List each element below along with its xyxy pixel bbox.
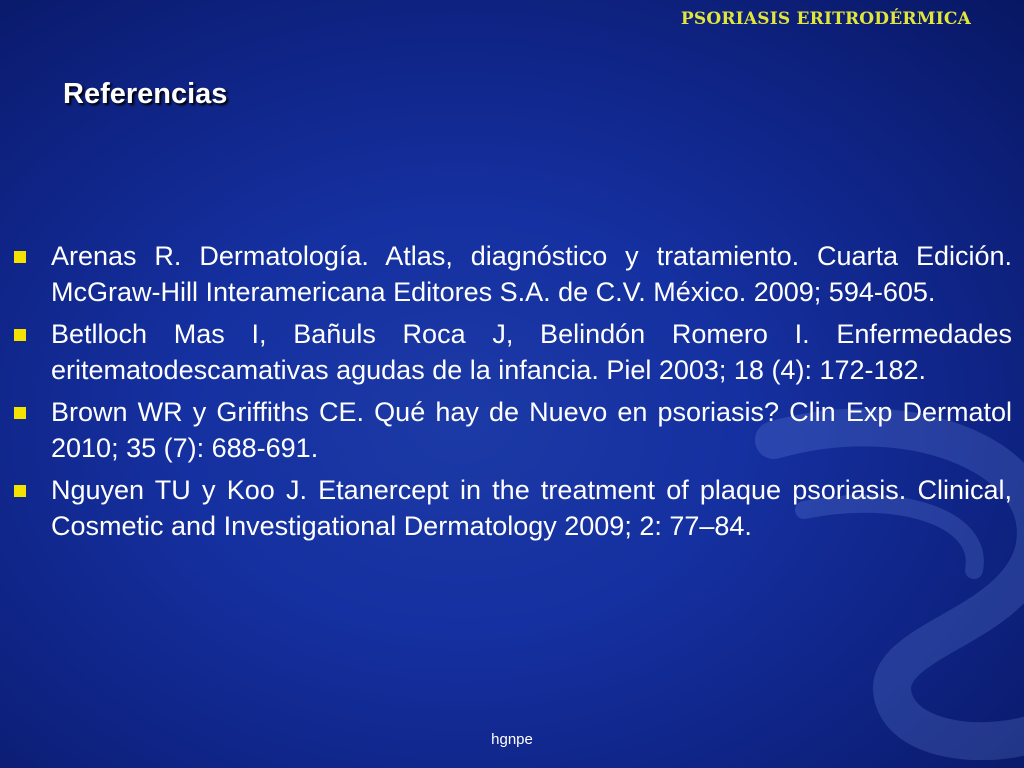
square-bullet-icon [14, 485, 26, 497]
footer-text: hgnpe [491, 731, 533, 748]
reference-text: Brown WR y Griffiths CE. Qué hay de Nuevo en psoriasis? Clin Exp Dermatol 2010; 35 (7): 688-691. [51, 397, 1012, 463]
page-title: Referencias [63, 78, 228, 110]
reference-item [14, 316, 1012, 388]
square-bullet-icon [14, 251, 26, 263]
square-bullet-icon [14, 407, 26, 419]
reference-text: Arenas R. Dermatología. Atlas, diagnóstico y tratamiento. Cuarta Edición. McGraw-Hill Interamericana Editores S.A. de C.V. México. 2009; 594-605. [51, 241, 1012, 307]
header-title: PSORIASIS ERITRODÉRMICA [680, 9, 971, 29]
reference-item [14, 238, 1012, 310]
reference-item [14, 472, 1012, 544]
reference-text: Nguyen TU y Koo J. Etanercept in the treatment of plaque psoriasis. Clinical, Cosmetic and Investigational Dermatology 2009; 2: 77–84. [51, 475, 1012, 541]
reference-list [14, 238, 1012, 550]
square-bullet-icon [14, 329, 26, 341]
reference-item [14, 394, 1012, 466]
reference-text: Betlloch Mas I, Bañuls Roca J, Belindón Romero I. Enfermedades eritematodescamativas agudas de la infancia. Piel 2003; 18 (4): 172-182. [51, 319, 1012, 385]
